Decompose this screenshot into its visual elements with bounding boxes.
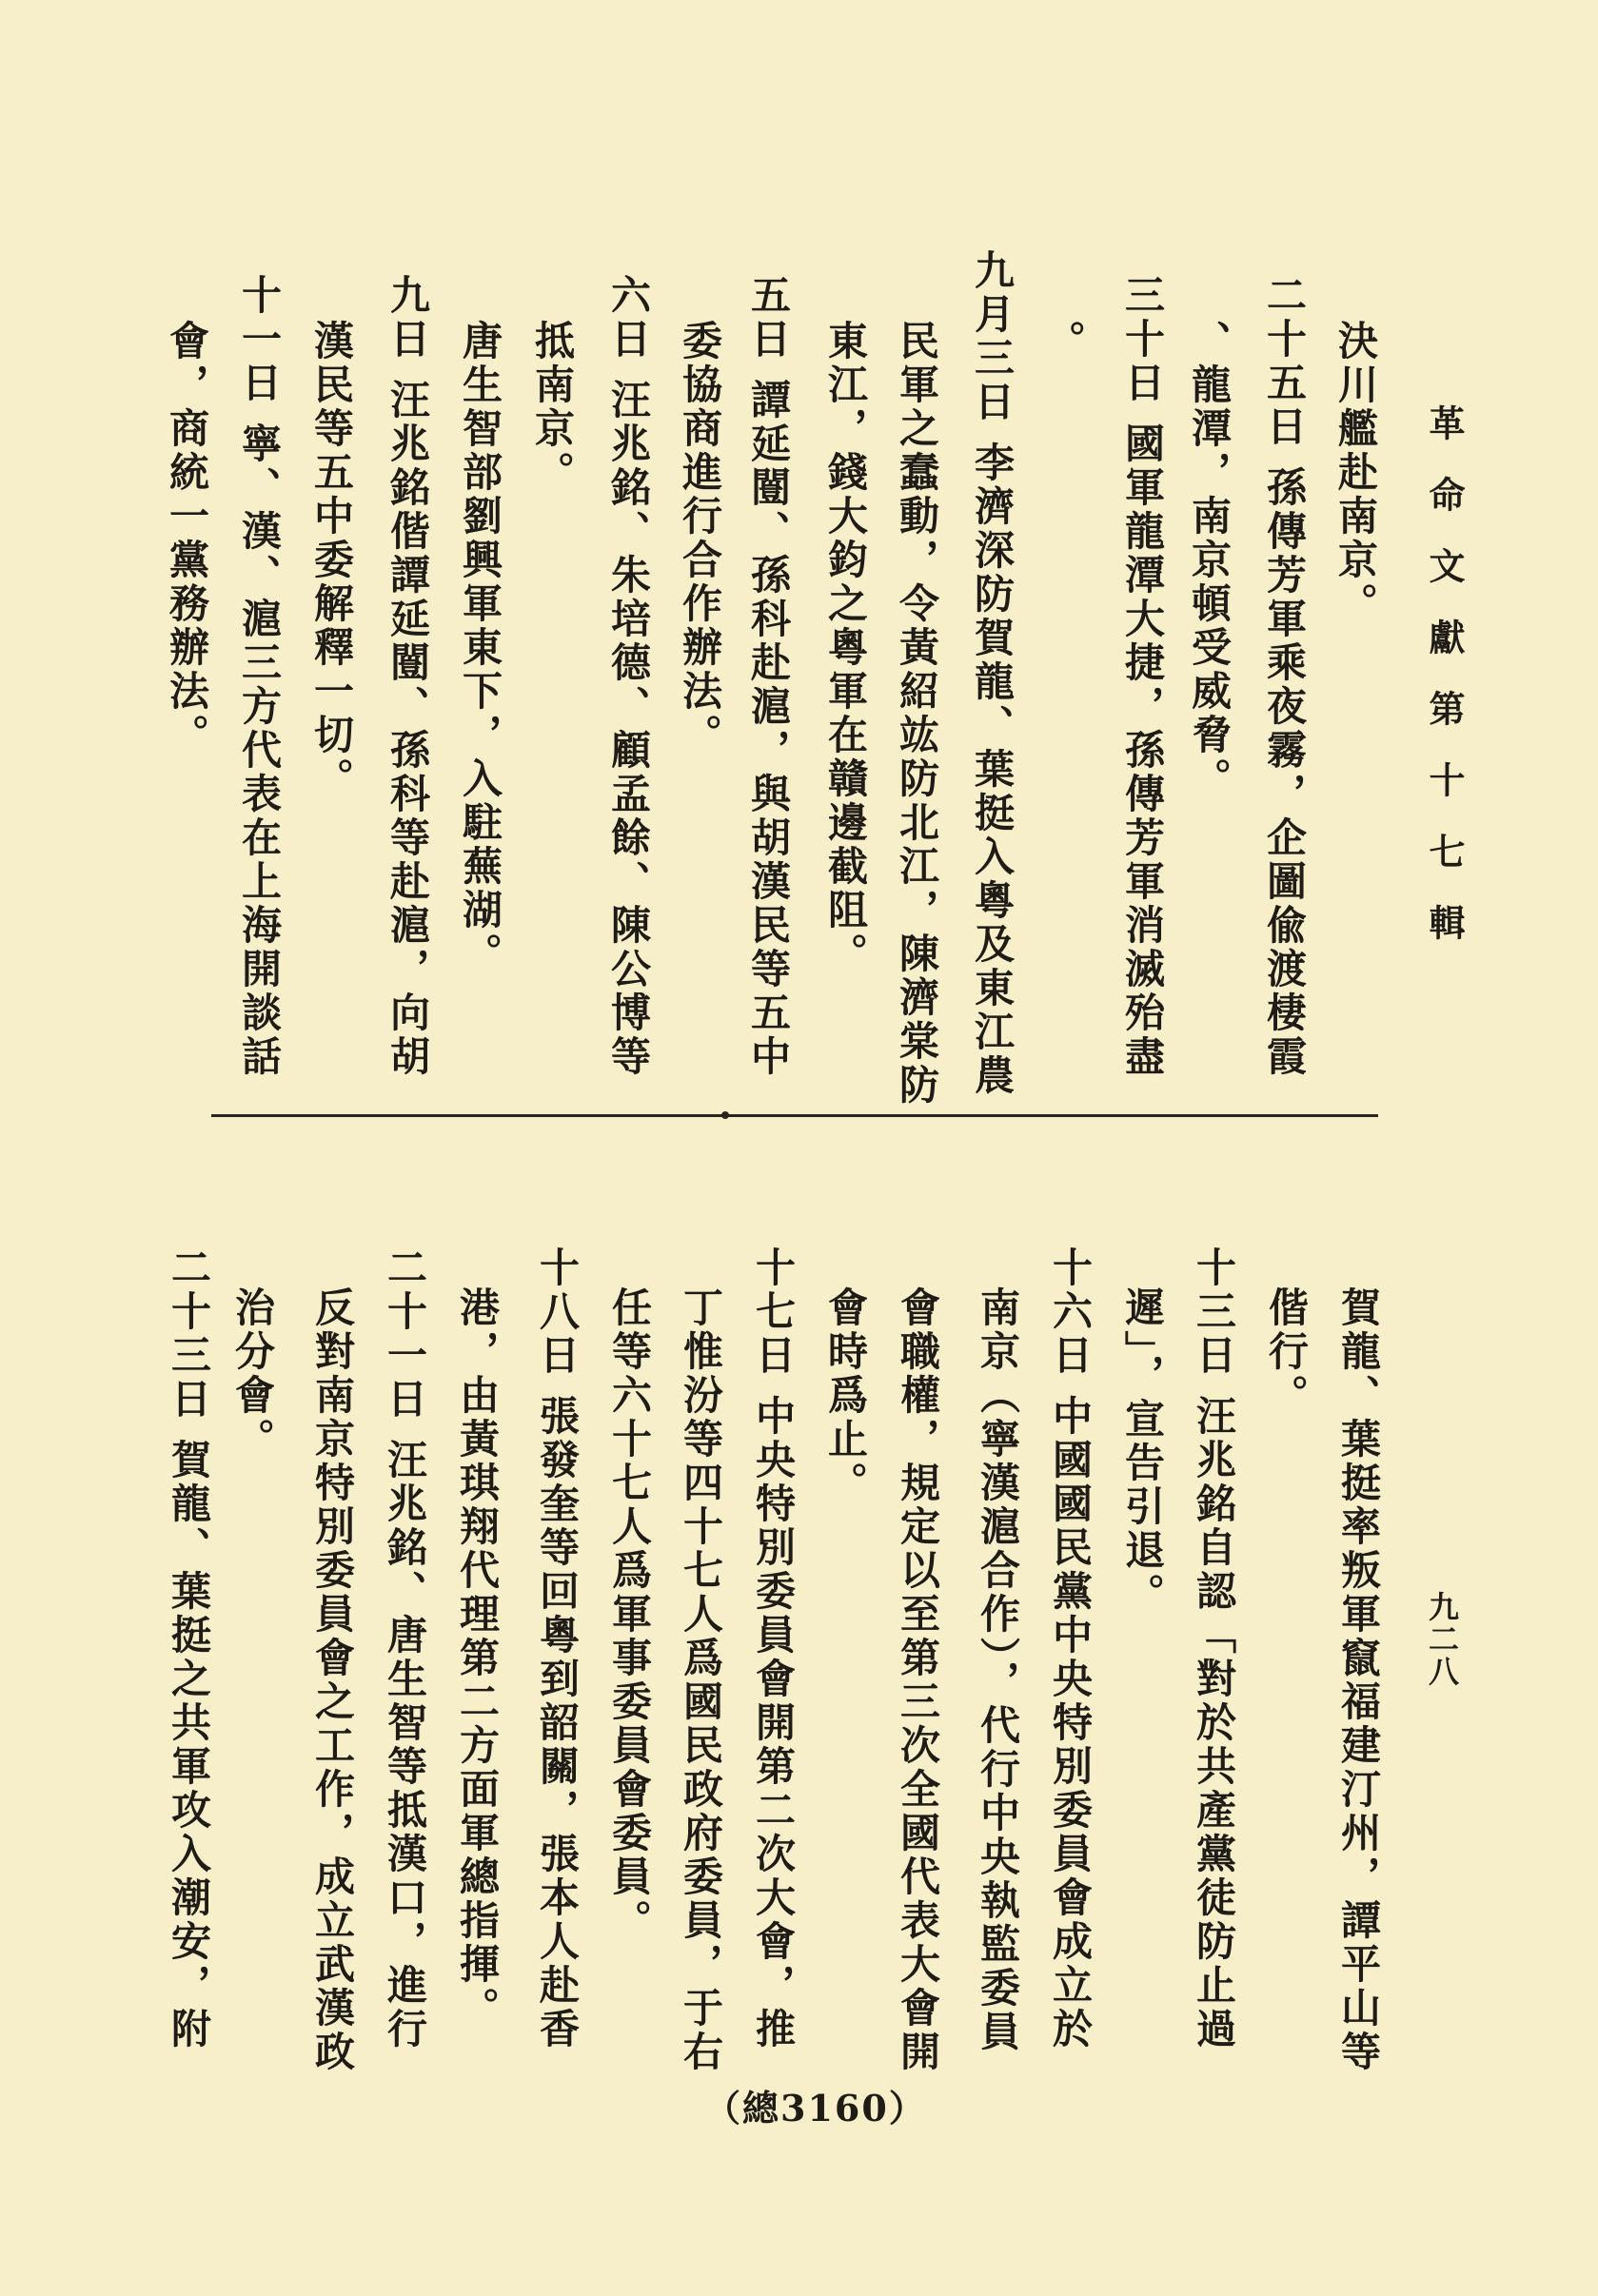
- continuation-column: [1119, 1286, 1166, 1617]
- entry-date: 三十日: [1119, 274, 1166, 405]
- divider-dot: [721, 1111, 729, 1119]
- continuation-column: [894, 320, 940, 1108]
- entry-text: 汪兆銘偕譚延闓、孫科等赴滬，向胡: [385, 379, 431, 1079]
- continuation-column: [1332, 320, 1379, 626]
- continuation-column: [895, 1286, 941, 2074]
- entry-column: [1261, 274, 1308, 1079]
- entry-text: 中國國民黨中央特別委員會成立於: [1047, 1395, 1094, 2051]
- entry-text: 東江，錢大鈞之粵軍在贛邊截阻。: [822, 320, 869, 976]
- entry-date: 十一日: [236, 274, 283, 405]
- continuation-column: [1335, 1286, 1382, 2074]
- entry-text: 中央特別委員會開第二次大會，推: [750, 1395, 797, 2051]
- continuation-column: [457, 320, 503, 976]
- entry-text: 賀龍、葉挺率叛軍竄福建汀州，譚平山等: [1335, 1286, 1382, 2074]
- entry-column: [385, 274, 431, 1079]
- entry-text: 汪兆銘、朱培德、顧孟餘、陳公博等: [605, 379, 652, 1079]
- continuation-column: [308, 320, 355, 801]
- entry-date: 十八日: [534, 1246, 581, 1378]
- continuation-column: [229, 1286, 276, 1462]
- entry-text: 孫傳芳軍乘夜霧，企圖偸渡棲霞: [1261, 466, 1308, 1079]
- entry-text: 。: [1040, 320, 1087, 363]
- entry-column: [745, 274, 792, 1079]
- entry-text: 民軍之蠢動，令黃紹竑防北江，陳濟棠防: [894, 320, 940, 1108]
- continuation-column: [309, 1286, 356, 2074]
- continuation-column: [164, 320, 210, 757]
- entry-date: 五日: [745, 274, 792, 362]
- continuation-column: [822, 320, 869, 976]
- entry-text: 寧、漢、滬三方代表在上海開談話: [236, 422, 283, 1079]
- entry-column: [534, 1246, 581, 2051]
- entry-column: [1047, 1246, 1094, 2051]
- entry-text: 南京（寧漢滬合作），代行中央執監委員: [975, 1286, 1021, 2054]
- entry-text: 會職權，規定以至第三次全國代表大會開: [895, 1286, 941, 2074]
- entry-column: [750, 1246, 797, 2051]
- entry-text: 張發奎等回粵到韶關，張本人赴香: [534, 1395, 581, 2051]
- entry-text: 唐生智部劉興軍東下，入駐蕪湖。: [457, 320, 503, 976]
- entry-column: [969, 249, 1016, 1098]
- continuation-column: [975, 1286, 1021, 2054]
- entry-text: 會時爲止。: [822, 1286, 869, 1505]
- entry-text: 抵南京。: [529, 320, 576, 495]
- entry-column: [166, 1246, 212, 2051]
- entry-text: 反對南京特別委員會之工作，成立武漢政: [309, 1286, 356, 2074]
- entry-date: 二十一日: [382, 1246, 428, 1422]
- entry-text: 會，商統一黨務辦法。: [164, 320, 210, 757]
- entry-date: 九月三日: [969, 249, 1016, 424]
- section-divider: [211, 1114, 1378, 1117]
- entry-date: 十七日: [750, 1246, 797, 1378]
- entry-text: 漢民等五中委解釋一切。: [308, 320, 355, 801]
- entry-date: 二十五日: [1261, 274, 1308, 449]
- continuation-column: [1186, 320, 1233, 801]
- entry-text: 偕行。: [1263, 1286, 1310, 1418]
- entry-text: 任等六十七人爲軍事委員會委員。: [606, 1286, 653, 1943]
- continuation-column: [1040, 320, 1087, 363]
- continuation-column: [529, 320, 576, 495]
- continuation-column: [1263, 1286, 1310, 1418]
- entry-text: 委協商進行合作辦法。: [677, 320, 723, 757]
- entry-text: 國軍龍潭大捷，孫傳芳軍消滅殆盡: [1119, 422, 1166, 1079]
- entry-text: 丁惟汾等四十七人爲國民政府委員，于右: [678, 1286, 724, 2074]
- running-title: 革命文獻第十七輯: [1423, 404, 1466, 975]
- entry-text: 賀龍、葉挺之共軍攻入潮安，附: [166, 1439, 212, 2051]
- entry-text: 汪兆銘自認「對於共產黨徒防止過: [1191, 1395, 1237, 2051]
- continuation-column: [677, 320, 723, 757]
- entry-text: 治分會。: [229, 1286, 276, 1462]
- entry-date: 六日: [605, 274, 652, 362]
- entry-text: 遲」，宣告引退。: [1119, 1286, 1166, 1617]
- continuation-column: [678, 1286, 724, 2074]
- total-page-number: （總3160）: [704, 2087, 927, 2129]
- entry-date: 二十三日: [166, 1246, 212, 1422]
- entry-column: [1191, 1246, 1237, 2051]
- page-number: 九二八: [1424, 1591, 1460, 1688]
- entry-text: 汪兆銘、唐生智等抵漢口，進行: [382, 1439, 428, 2051]
- continuation-column: [606, 1286, 653, 1943]
- entry-text: 港，由黃琪翔代理第二方面軍總指揮。: [454, 1286, 501, 2031]
- entry-column: [605, 274, 652, 1079]
- entry-column: [382, 1246, 428, 2051]
- entry-text: 、龍潭，南京頓受威脅。: [1186, 320, 1233, 801]
- entry-column: [236, 274, 283, 1079]
- entry-column: [1119, 274, 1166, 1079]
- continuation-column: [454, 1286, 501, 2031]
- entry-text: 決川艦赴南京。: [1332, 320, 1379, 626]
- continuation-column: [822, 1286, 869, 1505]
- entry-date: 九日: [385, 274, 431, 362]
- entry-text: 李濟深防賀龍、葉挺入粵及東江農: [969, 442, 1016, 1098]
- entry-text: 譚延闓、孫科赴滬，與胡漢民等五中: [745, 379, 792, 1079]
- entry-date: 十六日: [1047, 1246, 1094, 1378]
- entry-date: 十三日: [1191, 1246, 1237, 1378]
